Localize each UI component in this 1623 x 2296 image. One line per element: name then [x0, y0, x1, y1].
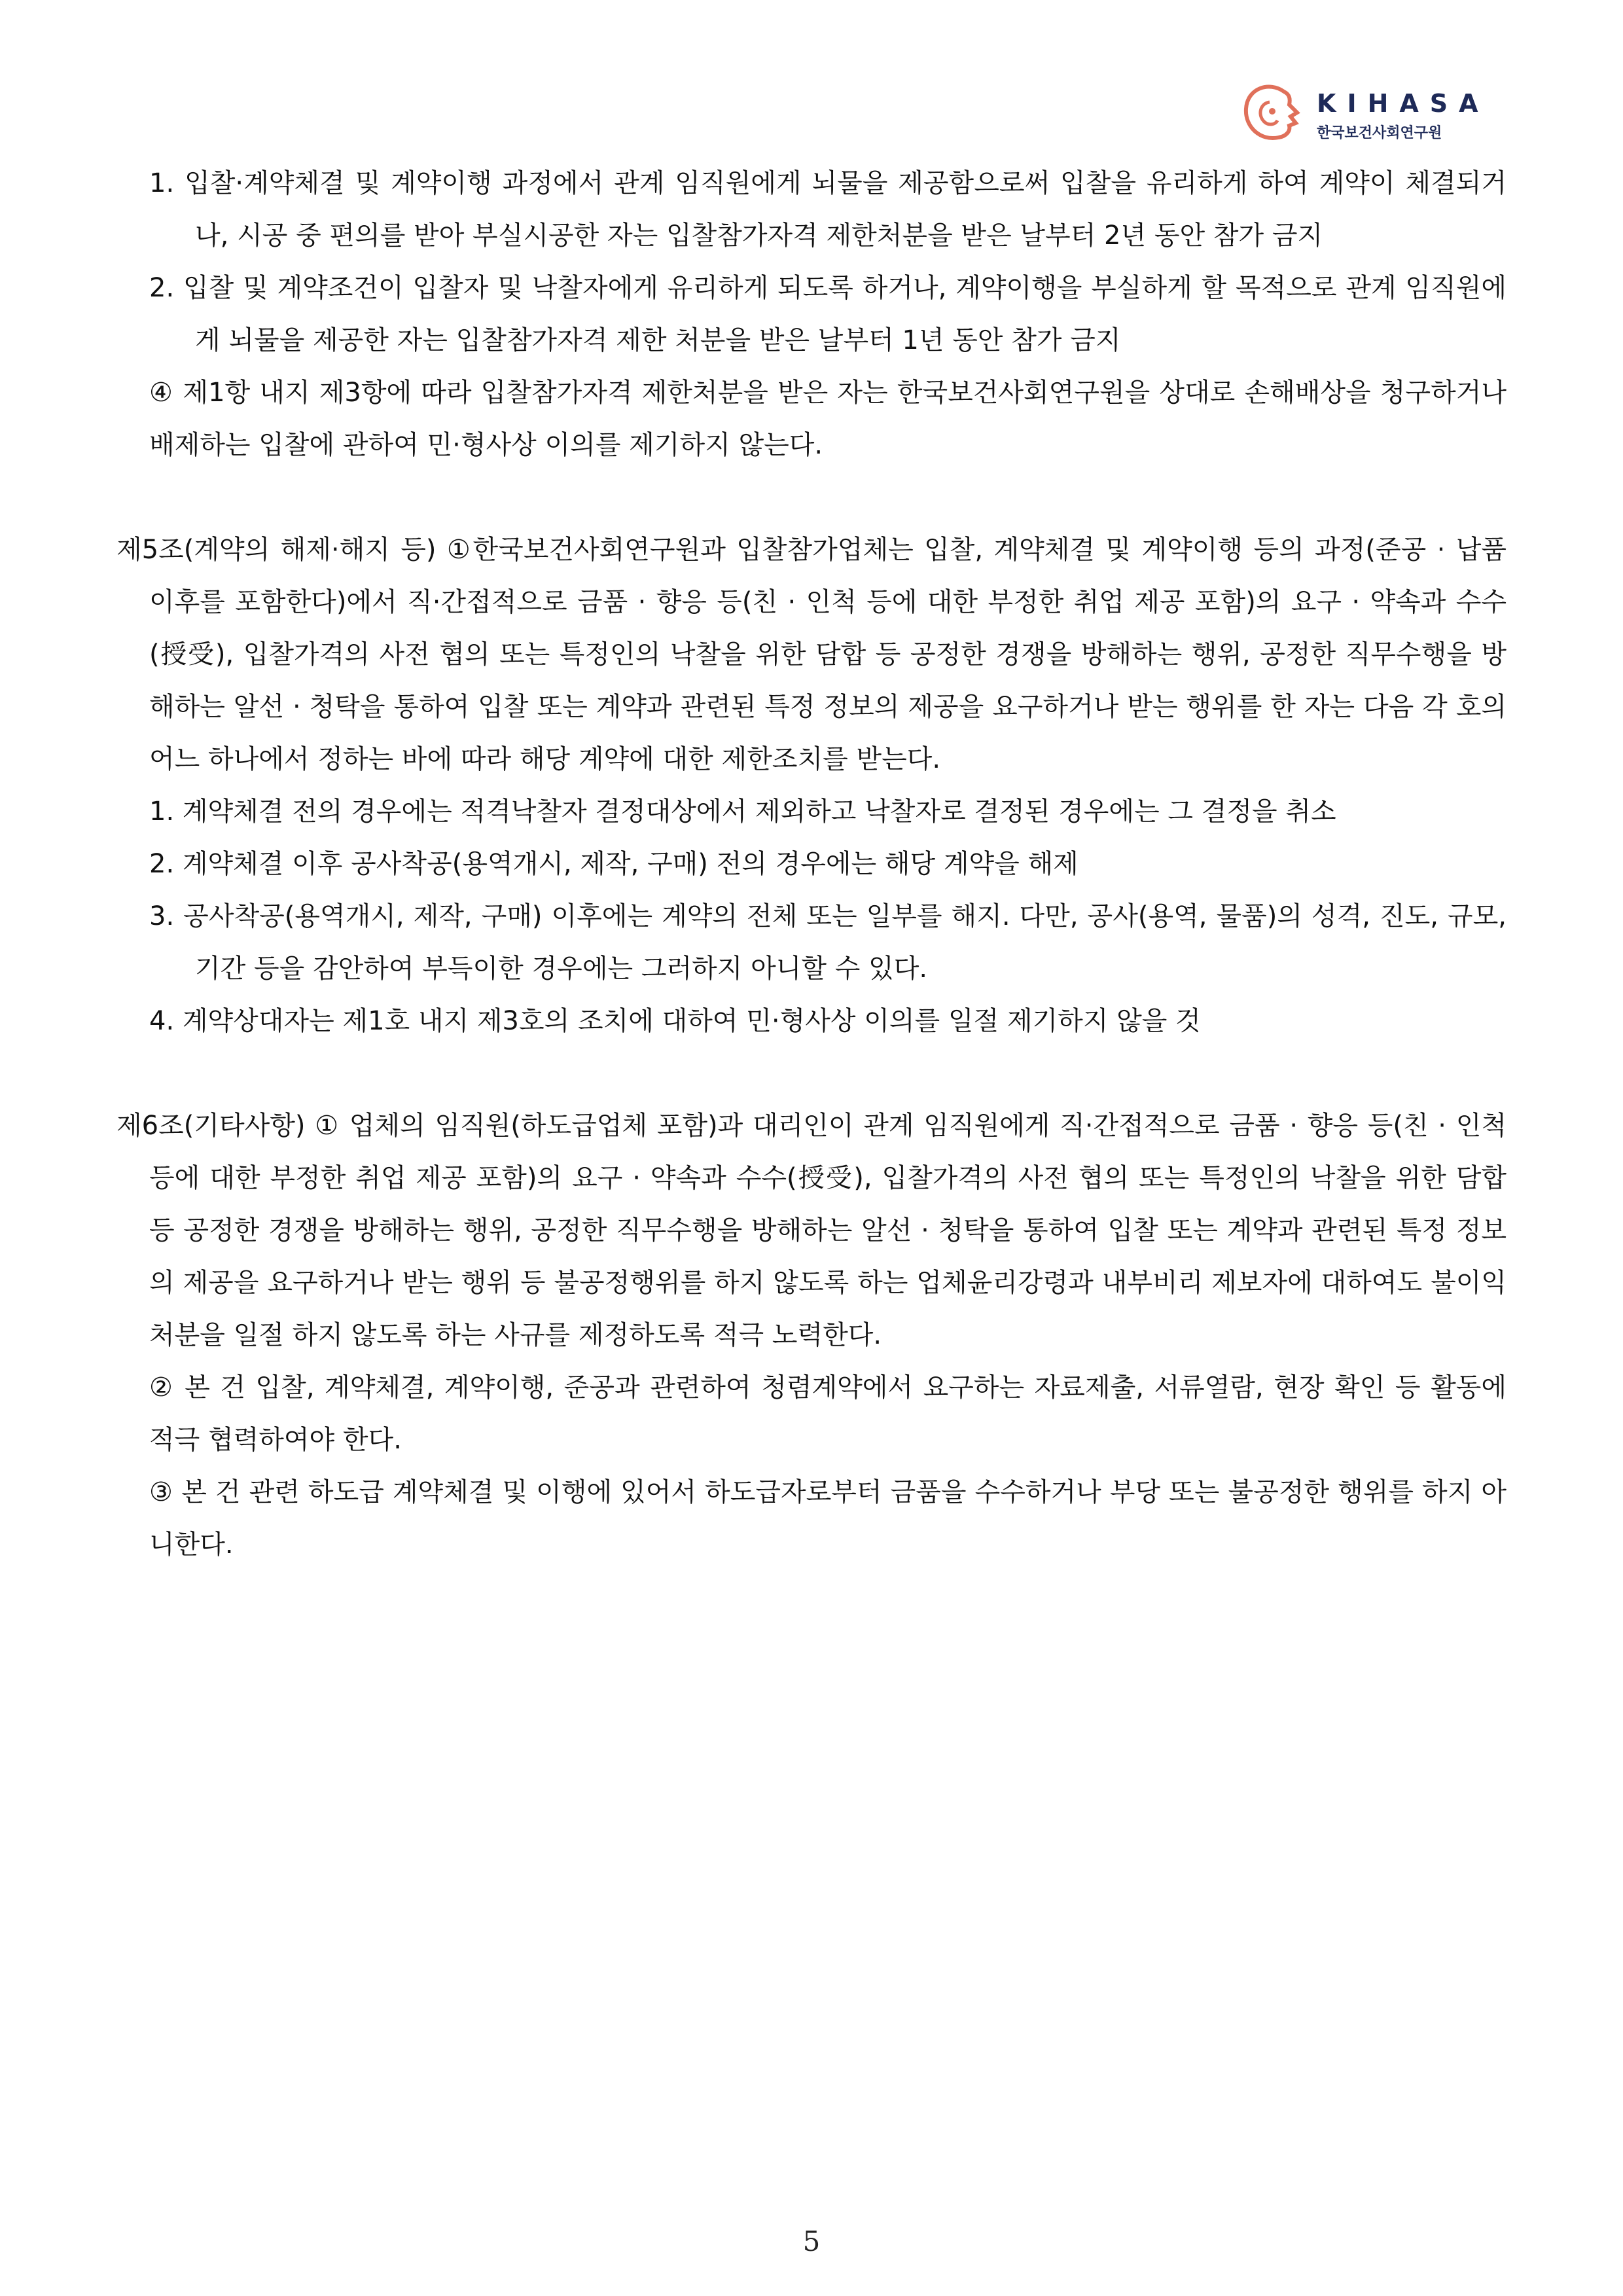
article-6-heading: 제6조(기타사항) [116, 1111, 306, 1141]
list-item: 4. 계약상대자는 제1호 내지 제3호의 조치에 대하여 민·형사상 이의를 일절 제기하지 않을 것 [149, 1006, 1201, 1036]
list-item: 2. 계약체결 이후 공사착공(용역개시, 제작, 구매) 전의 경우에는 해당 계약을 해제 [149, 849, 1079, 879]
paragraph: ② 본 건 입찰, 계약체결, 계약이행, 준공과 관련하여 청렴계약에서 요구하는 자료제출, 서류열람, 현장 확인 등 활동에 적극 협력하여야 한다. [149, 1372, 1507, 1455]
list-item: 3. 공사착공(용역개시, 제작, 구매) 이후에는 계약의 전체 또는 일부를 해지. 다만, 공사(용역, 물품)의 성격, 진도, 규모, 기간 등을 감안하여 부득이한 경우에는 그러하지 아니할 수 있다. [149, 901, 1507, 984]
list-item: 1. 입찰·계약체결 및 계약이행 과정에서 관계 임직원에게 뇌물을 제공함으로써 입찰을 유리하게 하여 계약이 체결되거나, 시공 중 편의를 받아 부실시공한 자는 입찰참가자격 제한처분을 받은 날부터 2년 동안 참가 금지 [149, 168, 1507, 251]
list-item: 2. 입찰 및 계약조건이 입찰자 및 낙찰자에게 유리하게 되도록 하거나, 계약이행을 부실하게 할 목적으로 관계 임직원에게 뇌물을 제공한 자는 입찰참가자격 제한 처분을 받은 날부터 1년 동안 참가 금지 [149, 273, 1507, 355]
article-5-heading: 제5조(계약의 해제·해지 등) [116, 535, 437, 565]
article-5-text: ①한국보건사회연구원과 입찰참가업체는 입찰, 계약체결 및 계약이행 등의 과정(준공 · 납품 이후를 포함한다)에서 직·간접적으로 금품 · 향응 등(친 · 인척 등에 대한 부정한 취업 제공 포함)의 요구 · 약속과 수수(授受), 입찰가격의 사전 협의 또는 특정인의 낙찰을 위한 담합 등 공정한 경쟁을 방해하는 행위, 공정한 직무수행을 방해하는 알선 · 청탁을 통하여 입찰 또는 계약과 관련된 특정 정보의 제공을 요구하거나 받는 행위를 한 자는 다음 각 호의 어느 하나에서 정하는 바에 따라 해당 계약에 대한 제한조치를 받는다. [149, 535, 1507, 774]
paragraph: ③ 본 건 관련 하도급 계약체결 및 이행에 있어서 하도급자로부터 금품을 수수하거나 부당 또는 불공정한 행위를 하지 아니한다. [149, 1477, 1507, 1560]
list-item: 1. 계약체결 전의 경우에는 적격낙찰자 결정대상에서 제외하고 낙찰자로 결정된 경우에는 그 결정을 취소 [149, 797, 1336, 827]
document-body [116, 157, 1507, 1571]
logo-brand-text: KIHASA [1317, 89, 1489, 118]
logo-org-text: 한국보건사회연구원 [1317, 125, 1442, 141]
kihasa-logo-mark [1238, 80, 1307, 145]
article-6 [116, 1100, 1507, 1361]
page-number: 5 [802, 2225, 821, 2257]
kihasa-logo [1238, 77, 1500, 149]
paragraph: ④ 제1항 내지 제3항에 따라 입찰참가자격 제한처분을 받은 자는 한국보건사회연구원을 상대로 손해배상을 청구하거나 배제하는 입찰에 관하여 민·형사상 이의를 제기하지 않는다. [149, 378, 1507, 460]
article-6-text: ① 업체의 임직원(하도급업체 포함)과 대리인이 관계 임직원에게 직·간접적으로 금품 · 향응 등(친 · 인척 등에 대한 부정한 취업 제공 포함)의 요구 · 약속과 수수(授受), 입찰가격의 사전 협의 또는 특정인의 낙찰을 위한 담합 등 공정한 경쟁을 방해하는 행위, 공정한 직무수행을 방해하는 알선 · 청탁을 통하여 입찰 또는 계약과 관련된 특정 정보의 제공을 요구하거나 받는 행위 등 불공정행위를 하지 않도록 하는 업체윤리강령과 내부비리 제보자에 대하여도 불이익 처분을 일절 하지 않도록 하는 사규를 제정하도록 적극 노력한다. [149, 1111, 1507, 1350]
article-5 [116, 524, 1507, 785]
